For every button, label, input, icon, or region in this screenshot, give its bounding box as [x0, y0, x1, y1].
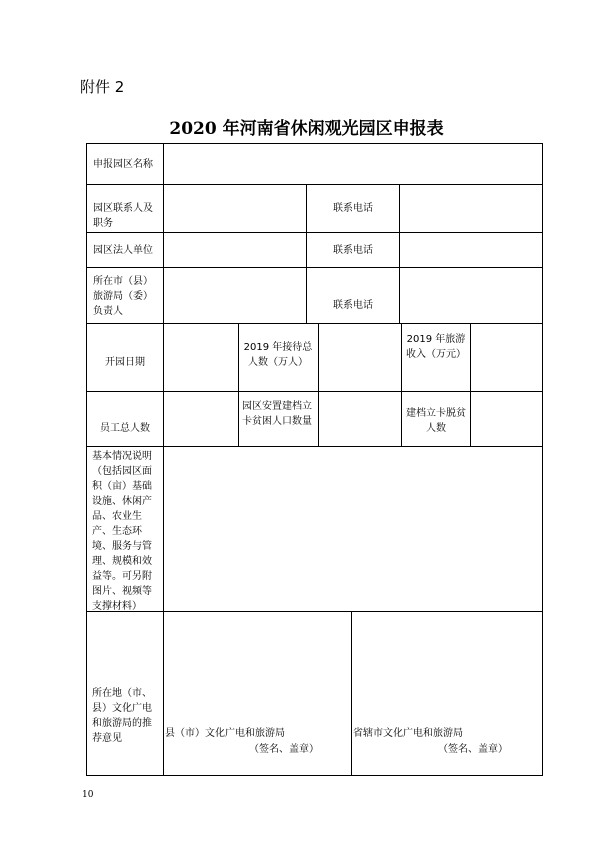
table-rule — [86, 267, 543, 268]
table-rule — [86, 391, 543, 392]
table-rule — [86, 143, 543, 144]
income-2019-label: 2019 年旅游收入（万元） — [406, 334, 466, 360]
contact-phone-label: 联系电话 — [333, 203, 373, 214]
attachment-label: 附件 2 — [80, 78, 125, 96]
table-rule — [399, 184, 400, 323]
tourism-bureau-head-label: 所在市（县）旅游局（委）负责人 — [93, 276, 153, 317]
table-rule — [470, 323, 471, 446]
city-seal-label: （签名、盖章） — [438, 744, 508, 755]
opening-date-label: 开园日期 — [105, 357, 145, 368]
legal-entity-label: 园区法人单位 — [93, 245, 153, 256]
recommendation-label: 所在地（市、县）文化广电和旅游局的推荐意见 — [92, 688, 152, 744]
resettled-poor-label: 园区安置建档立卡贫困人口数量 — [242, 401, 312, 427]
form-title: 2020 年河南省休闲观光园区申报表 — [169, 119, 444, 139]
table-rule — [86, 323, 543, 324]
table-rule — [86, 775, 543, 776]
table-rule — [163, 143, 164, 776]
contact-person-label: 园区联系人及职务 — [93, 203, 153, 229]
bureau-head-phone-label: 联系电话 — [333, 300, 373, 311]
park-name-label: 申报园区名称 — [93, 159, 153, 170]
table-rule — [238, 323, 239, 446]
table-rule — [542, 143, 543, 776]
city-bureau-label: 省辖市文化广电和旅游局 — [353, 728, 463, 739]
table-rule — [86, 184, 543, 185]
county-seal-label: （签名、盖章） — [249, 744, 319, 755]
table-rule — [86, 232, 543, 233]
table-rule — [86, 143, 87, 776]
table-rule — [86, 446, 543, 447]
table-rule — [351, 611, 352, 776]
legal-entity-phone-label: 联系电话 — [333, 245, 373, 256]
table-rule — [318, 323, 319, 446]
employees-label: 员工总人数 — [100, 423, 150, 434]
visitors-2019-label: 2019 年接待总人数（万人） — [243, 342, 313, 368]
basic-info-label: 基本情况说明（包括园区面积（亩）基础设施、休闲产品、农业生产、生态环境、服务与管理、规模和效益等。可另附图片、视频等支撑材料） — [92, 451, 152, 612]
county-bureau-label: 县（市）文化广电和旅游局 — [165, 728, 285, 739]
poor-lifted-label: 建档立卡脱贫人数 — [406, 408, 466, 434]
page-number: 10 — [82, 790, 94, 800]
table-rule — [401, 323, 402, 446]
